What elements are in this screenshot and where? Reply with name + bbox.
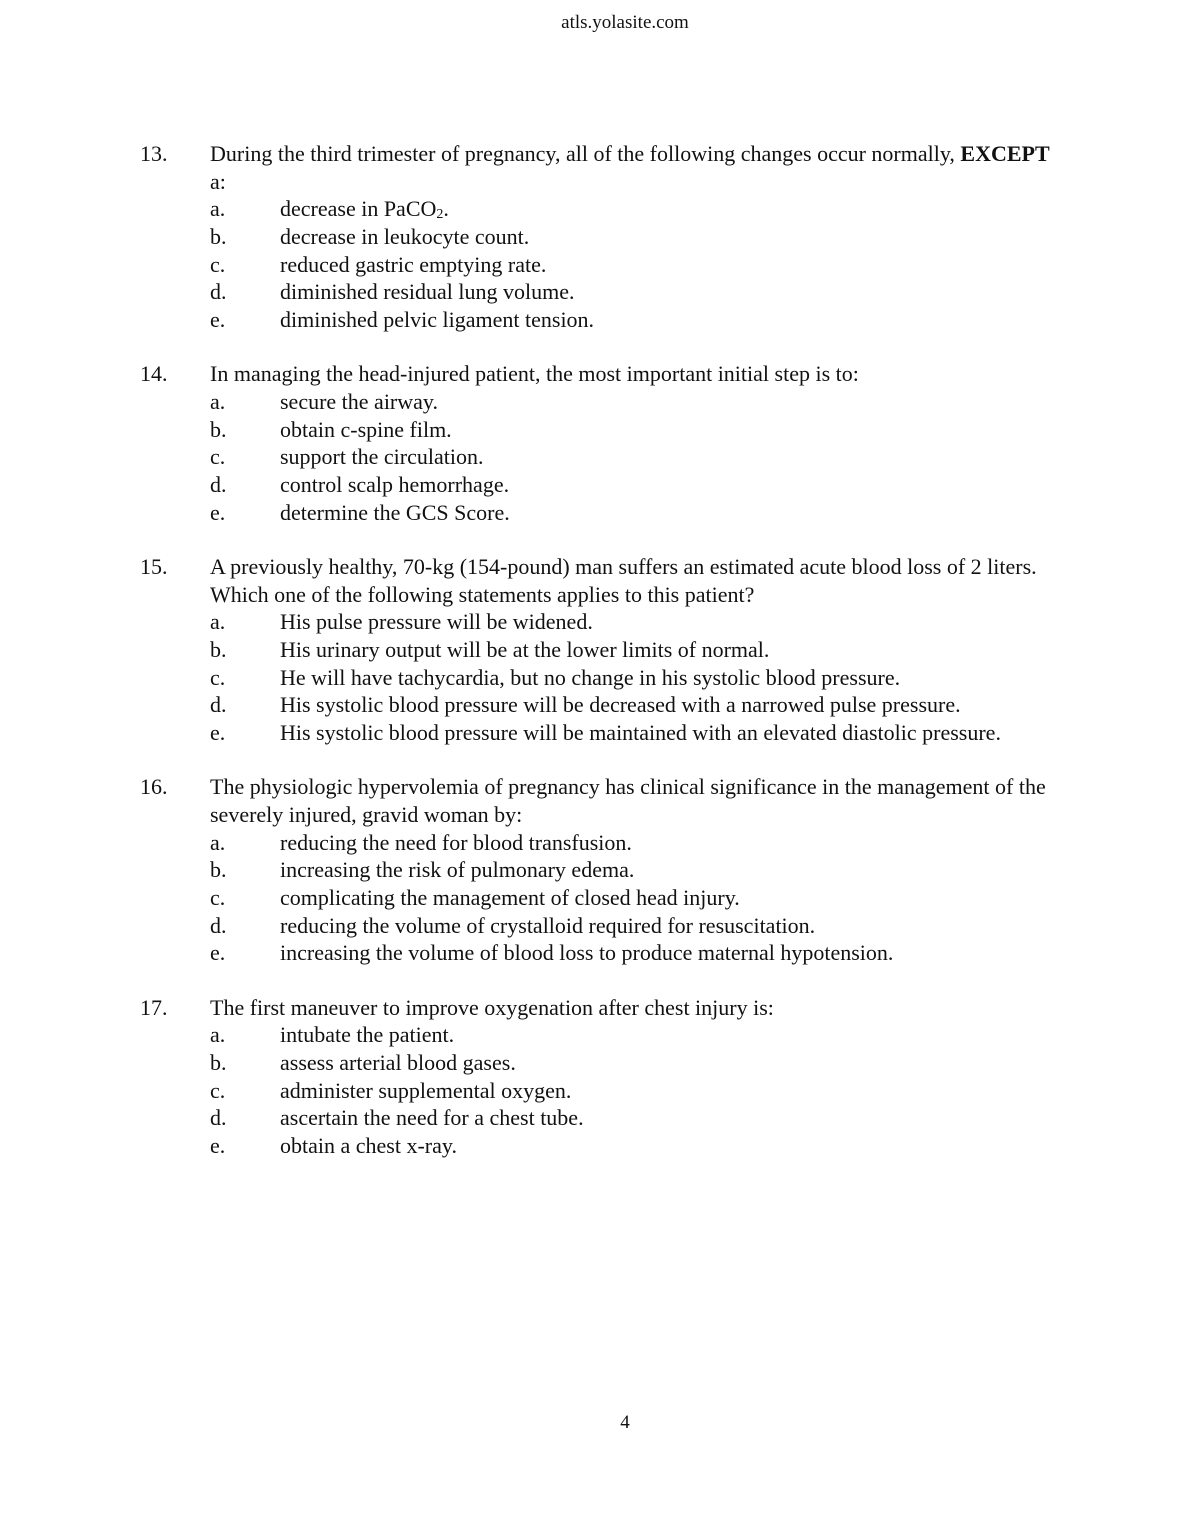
option-letter: a. — [210, 609, 226, 635]
option-letter: d. — [210, 279, 227, 305]
question-list — [0, 140, 1190, 1186]
option-letter: e. — [210, 499, 226, 525]
option-letter: a. — [210, 1022, 226, 1048]
question-number: 14. — [140, 361, 168, 387]
option-text: secure the airway. — [280, 389, 438, 415]
option-text: complicating the management of closed head injury. — [280, 885, 740, 911]
option-letter: c. — [210, 444, 226, 470]
option-letter: a. — [210, 829, 226, 855]
option-letter: d. — [210, 472, 227, 498]
answer-option — [0, 251, 1190, 279]
question-number: 17. — [140, 994, 168, 1020]
question-15 — [0, 553, 1190, 747]
answer-option — [0, 912, 1190, 940]
answer-option — [0, 471, 1190, 499]
option-letter: d. — [210, 912, 227, 938]
answer-option — [0, 1049, 1190, 1077]
option-letter: c. — [210, 1077, 226, 1103]
option-text: assess arterial blood gases. — [280, 1050, 516, 1076]
option-text: reduced gastric emptying rate. — [280, 251, 547, 277]
option-text: increasing the risk of pulmonary edema. — [280, 857, 635, 883]
answer-option — [0, 884, 1190, 912]
question-stem: During the third trimester of pregnancy, all of the following changes occur normally, EXCEPT a: — [210, 141, 1050, 194]
option-text: intubate the patient. — [280, 1022, 455, 1048]
option-text: support the circulation. — [280, 444, 484, 470]
option-letter: b. — [210, 416, 227, 442]
question-stem: In managing the head-injured patient, the most important initial step is to: — [210, 361, 859, 387]
answer-option — [0, 1104, 1190, 1132]
option-text: reducing the need for blood transfusion. — [280, 829, 632, 855]
option-text: diminished pelvic ligament tension. — [280, 307, 595, 333]
option-text: diminished residual lung volume. — [280, 279, 575, 305]
option-letter: c. — [210, 885, 226, 911]
answer-option — [0, 416, 1190, 444]
question-number: 13. — [140, 141, 168, 166]
answer-option — [0, 856, 1190, 884]
answer-option — [0, 1077, 1190, 1105]
answer-option — [0, 691, 1190, 719]
answer-option — [0, 278, 1190, 306]
answer-option — [0, 664, 1190, 692]
answer-option — [0, 1132, 1190, 1160]
question-16 — [0, 773, 1190, 967]
question-number: 15. — [140, 553, 168, 579]
option-text: His urinary output will be at the lower limits of normal. — [280, 637, 770, 663]
option-text: determine the GCS Score. — [280, 499, 510, 525]
answer-option — [0, 499, 1190, 527]
option-text: His pulse pressure will be widened. — [280, 609, 593, 635]
option-letter: e. — [210, 1133, 226, 1159]
page-number: 4 — [620, 1412, 630, 1433]
option-letter: b. — [210, 1050, 227, 1076]
option-text: decrease in leukocyte count. — [280, 224, 530, 250]
answer-option — [0, 608, 1190, 636]
question-13 — [0, 140, 1190, 334]
answer-option — [0, 443, 1190, 471]
answer-option — [0, 388, 1190, 416]
answer-option — [0, 1021, 1190, 1049]
option-letter: c. — [210, 664, 226, 690]
option-text: control scalp hemorrhage. — [280, 472, 510, 498]
option-letter: d. — [210, 692, 227, 718]
answer-option — [0, 719, 1190, 747]
question-stem: The first maneuver to improve oxygenation after chest injury is: — [210, 994, 774, 1020]
answer-option — [0, 223, 1190, 251]
question-17 — [0, 994, 1190, 1160]
answer-option — [0, 939, 1190, 967]
page-header — [0, 12, 1190, 34]
answer-option — [0, 195, 1190, 223]
page-footer — [0, 1412, 1190, 1434]
option-text: reducing the volume of crystalloid required for resuscitation. — [280, 912, 816, 938]
answer-option — [0, 829, 1190, 857]
answer-option — [0, 306, 1190, 334]
option-text: His systolic blood pressure will be maintained with an elevated diastolic pressure. — [280, 720, 1001, 746]
emphasis-except: EXCEPT — [960, 141, 1050, 166]
option-text: administer supplemental oxygen. — [280, 1077, 572, 1103]
question-stem: A previously healthy, 70-kg (154-pound) man suffers an estimated acute blood loss of 2 liters. Which one of the following statements applies to this patient? — [210, 553, 1037, 607]
question-stem: The physiologic hypervolemia of pregnancy has clinical significance in the management of the severely injured, gravid woman by: — [210, 774, 1046, 828]
option-letter: b. — [210, 224, 227, 250]
question-14 — [0, 360, 1190, 526]
option-letter: b. — [210, 857, 227, 883]
option-text: obtain a chest x-ray. — [280, 1133, 457, 1159]
question-number: 16. — [140, 774, 168, 800]
option-text: increasing the volume of blood loss to produce maternal hypotension. — [280, 940, 894, 966]
option-letter: b. — [210, 637, 227, 663]
option-letter: e. — [210, 940, 226, 966]
option-text: ascertain the need for a chest tube. — [280, 1105, 584, 1131]
option-letter: e. — [210, 720, 226, 746]
option-text: His systolic blood pressure will be decreased with a narrowed pulse pressure. — [280, 692, 961, 718]
option-letter: d. — [210, 1105, 227, 1131]
option-letter: a. — [210, 389, 226, 415]
option-text: decrease in PaCO$_2$. — [280, 196, 449, 223]
header-site-url: atls.yolasite.com — [561, 12, 689, 33]
option-letter: e. — [210, 307, 226, 333]
option-letter: a. — [210, 196, 226, 222]
option-letter: c. — [210, 251, 226, 277]
option-text: obtain c-spine film. — [280, 416, 452, 442]
option-text: He will have tachycardia, but no change in his systolic blood pressure. — [280, 664, 901, 690]
answer-option — [0, 636, 1190, 664]
